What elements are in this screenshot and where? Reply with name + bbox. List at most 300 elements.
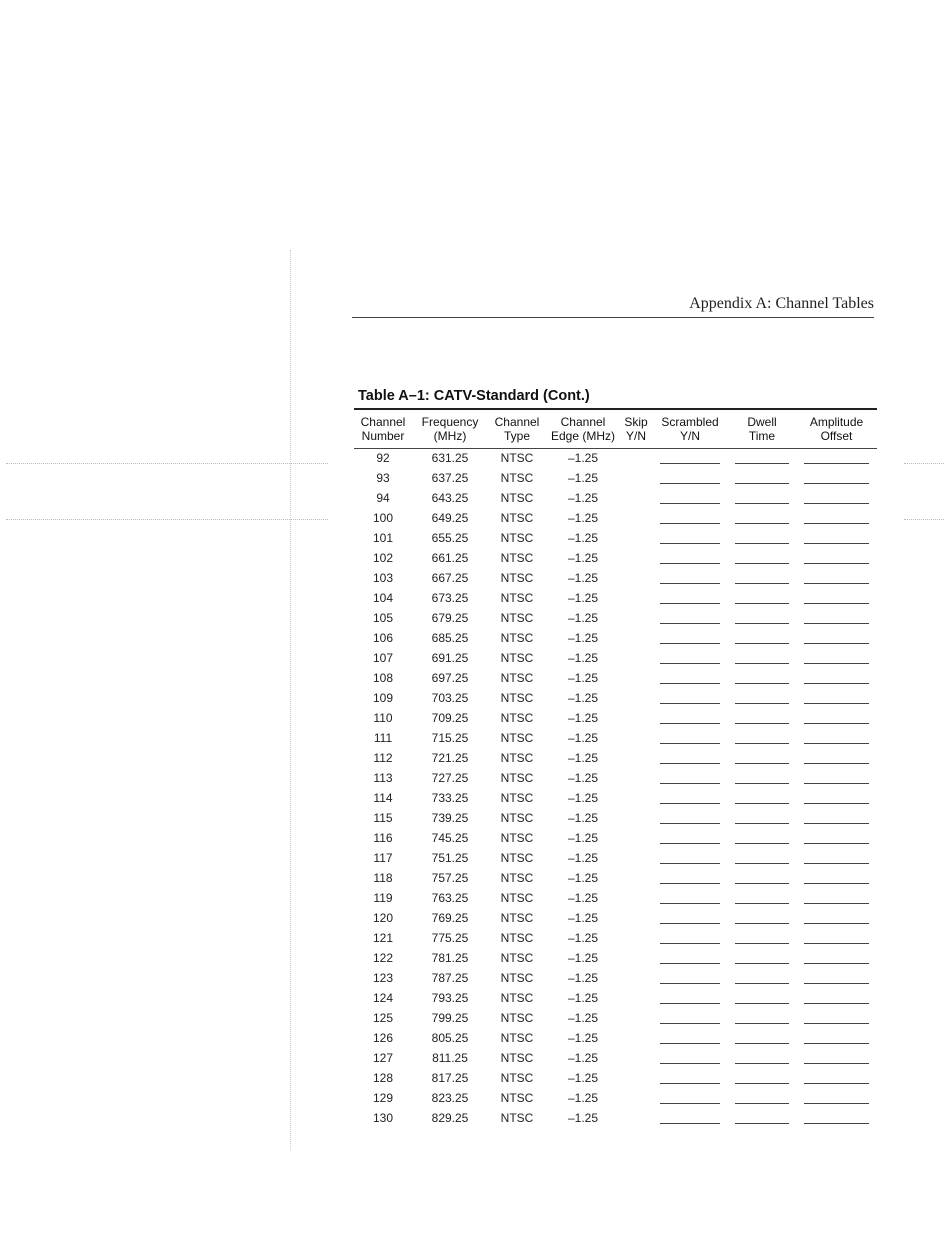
blank-amplitude-offset-cell (796, 483, 877, 489)
blank-dwell-time-line[interactable] (735, 623, 789, 624)
blank-amplitude-offset-cell (796, 783, 877, 789)
blank-amplitude-offset-line[interactable] (804, 1003, 869, 1004)
cell-channel-number: 117 (373, 851, 393, 865)
blank-scrambled-line[interactable] (660, 503, 721, 504)
cell-channel-type: NTSC (500, 1111, 534, 1125)
table-row (354, 509, 877, 529)
cell-channel-edge: –1.25 (567, 691, 599, 705)
blank-dwell-time-line[interactable] (735, 603, 789, 604)
blank-scrambled-cell (652, 523, 728, 529)
blank-dwell-time-cell (728, 963, 796, 969)
blank-amplitude-offset-line[interactable] (804, 663, 869, 664)
blank-dwell-time-line[interactable] (735, 1023, 789, 1024)
blank-amplitude-offset-line[interactable] (804, 1083, 869, 1084)
cell-channel-edge: –1.25 (567, 511, 599, 525)
blank-dwell-time-line[interactable] (735, 683, 789, 684)
cell-frequency: 739.25 (431, 811, 469, 825)
blank-scrambled-cell (652, 643, 728, 649)
blank-skip-cell (620, 1063, 652, 1069)
blank-dwell-time-line[interactable] (735, 503, 789, 504)
blank-scrambled-line[interactable] (660, 1103, 721, 1104)
blank-scrambled-line[interactable] (660, 863, 721, 864)
blank-scrambled-cell (652, 663, 728, 669)
cell-channel-number: 120 (372, 911, 394, 925)
cell-frequency: 685.25 (431, 631, 469, 645)
blank-dwell-time-line[interactable] (735, 823, 789, 824)
blank-dwell-time-cell (728, 903, 796, 909)
blank-dwell-time-cell (728, 843, 796, 849)
blank-skip-cell (620, 1123, 652, 1129)
blank-amplitude-offset-line[interactable] (804, 463, 869, 464)
blank-dwell-time-line[interactable] (735, 543, 789, 544)
blank-dwell-time-cell (728, 483, 796, 489)
blank-dwell-time-cell (728, 543, 796, 549)
table-row (354, 489, 877, 509)
blank-amplitude-offset-line[interactable] (804, 763, 869, 764)
blank-dwell-time-line[interactable] (735, 1003, 789, 1004)
blank-amplitude-offset-line[interactable] (804, 923, 869, 924)
blank-scrambled-line[interactable] (660, 903, 721, 904)
blank-scrambled-cell (652, 563, 728, 569)
table-row (354, 989, 877, 1009)
blank-amplitude-offset-line[interactable] (804, 983, 869, 984)
cell-channel-number: 119 (373, 891, 393, 905)
blank-scrambled-line[interactable] (660, 463, 721, 464)
table-row (354, 909, 877, 929)
blank-amplitude-offset-line[interactable] (804, 843, 869, 844)
blank-amplitude-offset-cell (796, 683, 877, 689)
cell-channel-edge: –1.25 (567, 971, 599, 985)
blank-amplitude-offset-cell (796, 803, 877, 809)
blank-scrambled-line[interactable] (660, 643, 721, 644)
blank-scrambled-cell (652, 923, 728, 929)
blank-skip-cell (620, 703, 652, 709)
blank-amplitude-offset-line[interactable] (804, 1103, 869, 1104)
cell-channel-edge: –1.25 (567, 711, 599, 725)
cell-channel-edge: –1.25 (567, 551, 599, 565)
cell-frequency: 787.25 (431, 971, 469, 985)
blank-dwell-time-line[interactable] (735, 883, 789, 884)
blank-amplitude-offset-line[interactable] (804, 943, 869, 944)
blank-scrambled-line[interactable] (660, 963, 721, 964)
blank-scrambled-cell (652, 1103, 728, 1109)
cell-channel-number: 118 (373, 871, 393, 885)
blank-dwell-time-line[interactable] (735, 843, 789, 844)
blank-scrambled-line[interactable] (660, 523, 721, 524)
cell-channel-type: NTSC (500, 551, 534, 565)
cell-channel-type: NTSC (500, 691, 534, 705)
blank-amplitude-offset-cell (796, 463, 877, 469)
blank-dwell-time-line[interactable] (735, 483, 789, 484)
blank-dwell-time-line[interactable] (735, 903, 789, 904)
cell-frequency: 769.25 (431, 911, 469, 925)
blank-dwell-time-line[interactable] (735, 923, 789, 924)
scan-artifact-line (6, 519, 328, 520)
blank-dwell-time-cell (728, 1063, 796, 1069)
cell-channel-edge: –1.25 (567, 871, 599, 885)
col-header-frequency: Frequency (MHz) (421, 415, 479, 443)
cell-frequency: 655.25 (431, 531, 469, 545)
blank-scrambled-line[interactable] (660, 623, 721, 624)
blank-dwell-time-line[interactable] (735, 563, 789, 564)
table-row (354, 1049, 877, 1069)
blank-amplitude-offset-cell (796, 863, 877, 869)
blank-amplitude-offset-line[interactable] (804, 803, 869, 804)
cell-channel-edge: –1.25 (567, 851, 599, 865)
cell-channel-edge: –1.25 (567, 1111, 599, 1125)
blank-scrambled-line[interactable] (660, 663, 721, 664)
cell-frequency: 817.25 (431, 1071, 469, 1085)
cell-frequency: 733.25 (431, 791, 469, 805)
cell-channel-edge: –1.25 (567, 771, 599, 785)
blank-amplitude-offset-line[interactable] (804, 1063, 869, 1064)
blank-dwell-time-cell (728, 623, 796, 629)
blank-dwell-time-line[interactable] (735, 1103, 789, 1104)
blank-skip-cell (620, 543, 652, 549)
blank-scrambled-cell (652, 743, 728, 749)
blank-skip-cell (620, 643, 652, 649)
table-title: Table A–1: CATV-Standard (Cont.) (358, 388, 590, 404)
table-row (354, 589, 877, 609)
blank-amplitude-offset-line[interactable] (804, 723, 869, 724)
table-body (354, 449, 877, 1129)
table-row (354, 449, 877, 469)
cell-channel-type: NTSC (500, 651, 534, 665)
blank-dwell-time-line[interactable] (735, 703, 789, 704)
cell-channel-number: 127 (372, 1051, 394, 1065)
blank-scrambled-line[interactable] (660, 943, 721, 944)
blank-amplitude-offset-line[interactable] (804, 523, 869, 524)
blank-skip-cell (620, 523, 652, 529)
table-header-row (354, 410, 877, 448)
blank-amplitude-offset-cell (796, 743, 877, 749)
cell-channel-edge: –1.25 (567, 611, 599, 625)
blank-dwell-time-cell (728, 643, 796, 649)
blank-skip-cell (620, 983, 652, 989)
blank-skip-cell (620, 603, 652, 609)
blank-amplitude-offset-line[interactable] (804, 1023, 869, 1024)
table-row (354, 469, 877, 489)
blank-amplitude-offset-cell (796, 763, 877, 769)
blank-amplitude-offset-line[interactable] (804, 703, 869, 704)
blank-amplitude-offset-line[interactable] (804, 1123, 869, 1124)
blank-amplitude-offset-line[interactable] (804, 823, 869, 824)
cell-channel-number: 93 (376, 471, 390, 485)
cell-channel-type: NTSC (500, 711, 534, 725)
blank-amplitude-offset-line[interactable] (804, 743, 869, 744)
blank-scrambled-cell (652, 823, 728, 829)
blank-dwell-time-cell (728, 1043, 796, 1049)
blank-scrambled-line[interactable] (660, 583, 721, 584)
cell-channel-number: 124 (372, 991, 394, 1005)
blank-dwell-time-cell (728, 603, 796, 609)
cell-channel-type: NTSC (500, 891, 534, 905)
blank-dwell-time-line[interactable] (735, 1043, 789, 1044)
blank-amplitude-offset-line[interactable] (804, 603, 869, 604)
blank-scrambled-line[interactable] (660, 703, 721, 704)
table-row (354, 1109, 877, 1129)
blank-dwell-time-cell (728, 463, 796, 469)
table-row (354, 809, 877, 829)
cell-channel-number: 115 (373, 811, 393, 825)
blank-scrambled-line[interactable] (660, 983, 721, 984)
table-row (354, 829, 877, 849)
table-row (354, 1009, 877, 1029)
blank-scrambled-line[interactable] (660, 1043, 721, 1044)
cell-channel-number: 126 (372, 1031, 394, 1045)
cell-channel-edge: –1.25 (567, 451, 599, 465)
blank-scrambled-cell (652, 1023, 728, 1029)
table-row (354, 1069, 877, 1089)
blank-skip-cell (620, 683, 652, 689)
cell-channel-number: 130 (372, 1111, 394, 1125)
blank-amplitude-offset-cell (796, 543, 877, 549)
blank-dwell-time-line[interactable] (735, 763, 789, 764)
blank-skip-cell (620, 883, 652, 889)
blank-scrambled-line[interactable] (660, 783, 721, 784)
cell-channel-type: NTSC (500, 571, 534, 585)
cell-channel-edge: –1.25 (567, 911, 599, 925)
blank-skip-cell (620, 623, 652, 629)
table-row (354, 609, 877, 629)
blank-scrambled-cell (652, 723, 728, 729)
cell-channel-edge: –1.25 (567, 1091, 599, 1105)
scan-artifact-line (904, 519, 944, 520)
blank-dwell-time-cell (728, 1023, 796, 1029)
blank-scrambled-line[interactable] (660, 883, 721, 884)
blank-amplitude-offset-cell (796, 843, 877, 849)
blank-scrambled-line[interactable] (660, 743, 721, 744)
blank-amplitude-offset-line[interactable] (804, 903, 869, 904)
blank-amplitude-offset-line[interactable] (804, 683, 869, 684)
blank-amplitude-offset-cell (796, 1003, 877, 1009)
cell-frequency: 799.25 (431, 1011, 469, 1025)
cell-channel-number: 125 (372, 1011, 394, 1025)
blank-scrambled-line[interactable] (660, 723, 721, 724)
cell-channel-type: NTSC (500, 1011, 534, 1025)
blank-amplitude-offset-cell (796, 663, 877, 669)
blank-scrambled-line[interactable] (660, 843, 721, 844)
blank-amplitude-offset-line[interactable] (804, 783, 869, 784)
blank-dwell-time-line[interactable] (735, 943, 789, 944)
cell-channel-type: NTSC (500, 911, 534, 925)
table-row (354, 969, 877, 989)
blank-amplitude-offset-cell (796, 1063, 877, 1069)
blank-dwell-time-cell (728, 823, 796, 829)
blank-scrambled-line[interactable] (660, 763, 721, 764)
scan-artifact-line (6, 463, 328, 464)
cell-frequency: 793.25 (431, 991, 469, 1005)
blank-dwell-time-line[interactable] (735, 523, 789, 524)
cell-frequency: 811.25 (432, 1051, 468, 1065)
table-row (354, 709, 877, 729)
blank-skip-cell (620, 923, 652, 929)
blank-skip-cell (620, 1003, 652, 1009)
blank-dwell-time-line[interactable] (735, 983, 789, 984)
cell-channel-edge: –1.25 (567, 751, 599, 765)
cell-channel-number: 121 (372, 931, 394, 945)
cell-channel-type: NTSC (500, 871, 534, 885)
blank-amplitude-offset-line[interactable] (804, 543, 869, 544)
table-row (354, 849, 877, 869)
cell-channel-type: NTSC (500, 511, 534, 525)
cell-channel-type: NTSC (500, 951, 534, 965)
blank-scrambled-cell (652, 843, 728, 849)
cell-channel-edge: –1.25 (567, 471, 599, 485)
cell-channel-number: 128 (372, 1071, 394, 1085)
blank-dwell-time-cell (728, 803, 796, 809)
blank-skip-cell (620, 483, 652, 489)
table-row (354, 949, 877, 969)
blank-amplitude-offset-line[interactable] (804, 643, 869, 644)
cell-channel-number: 105 (372, 611, 394, 625)
header-rule (352, 317, 874, 318)
blank-dwell-time-line[interactable] (735, 643, 789, 644)
blank-skip-cell (620, 723, 652, 729)
blank-scrambled-line[interactable] (660, 923, 721, 924)
blank-scrambled-line[interactable] (660, 1003, 721, 1004)
blank-skip-cell (620, 843, 652, 849)
cell-channel-edge: –1.25 (567, 931, 599, 945)
blank-dwell-time-line[interactable] (735, 1123, 789, 1124)
cell-frequency: 697.25 (431, 671, 469, 685)
blank-dwell-time-line[interactable] (735, 963, 789, 964)
table-row (354, 1089, 877, 1109)
blank-scrambled-cell (652, 903, 728, 909)
cell-channel-edge: –1.25 (567, 571, 599, 585)
cell-channel-type: NTSC (500, 771, 534, 785)
blank-scrambled-line[interactable] (660, 1023, 721, 1024)
blank-skip-cell (620, 663, 652, 669)
blank-skip-cell (620, 1023, 652, 1029)
cell-channel-type: NTSC (500, 931, 534, 945)
blank-amplitude-offset-line[interactable] (804, 1043, 869, 1044)
blank-scrambled-cell (652, 683, 728, 689)
blank-amplitude-offset-line[interactable] (804, 563, 869, 564)
blank-amplitude-offset-line[interactable] (804, 503, 869, 504)
cell-frequency: 679.25 (431, 611, 469, 625)
blank-scrambled-line[interactable] (660, 563, 721, 564)
blank-amplitude-offset-line[interactable] (804, 483, 869, 484)
blank-amplitude-offset-cell (796, 903, 877, 909)
cell-frequency: 763.25 (431, 891, 469, 905)
cell-channel-edge: –1.25 (567, 951, 599, 965)
cell-channel-number: 111 (373, 731, 393, 745)
blank-scrambled-cell (652, 983, 728, 989)
cell-channel-edge: –1.25 (567, 791, 599, 805)
blank-amplitude-offset-cell (796, 643, 877, 649)
blank-dwell-time-line[interactable] (735, 463, 789, 464)
blank-scrambled-line[interactable] (660, 683, 721, 684)
blank-scrambled-line[interactable] (660, 603, 721, 604)
blank-scrambled-line[interactable] (660, 1123, 721, 1124)
cell-frequency: 649.25 (431, 511, 469, 525)
blank-skip-cell (620, 503, 652, 509)
cell-channel-number: 113 (373, 771, 393, 785)
table-row (354, 889, 877, 909)
blank-amplitude-offset-line[interactable] (804, 623, 869, 624)
blank-amplitude-offset-cell (796, 1103, 877, 1109)
cell-channel-number: 100 (372, 511, 394, 525)
blank-scrambled-line[interactable] (660, 823, 721, 824)
cell-channel-type: NTSC (500, 1071, 534, 1085)
cell-frequency: 727.25 (431, 771, 469, 785)
cell-frequency: 631.25 (431, 451, 469, 465)
cell-channel-number: 116 (373, 831, 393, 845)
cell-channel-edge: –1.25 (567, 1031, 599, 1045)
blank-dwell-time-cell (728, 663, 796, 669)
cell-frequency: 757.25 (431, 871, 469, 885)
blank-dwell-time-line[interactable] (735, 663, 789, 664)
blank-amplitude-offset-cell (796, 883, 877, 889)
col-header-channel-edge: Channel Edge (MHz) (550, 415, 615, 443)
table-row (354, 789, 877, 809)
cell-frequency: 661.25 (431, 551, 469, 565)
blank-skip-cell (620, 783, 652, 789)
blank-amplitude-offset-cell (796, 603, 877, 609)
blank-scrambled-line[interactable] (660, 1063, 721, 1064)
blank-skip-cell (620, 963, 652, 969)
blank-skip-cell (620, 863, 652, 869)
blank-scrambled-cell (652, 883, 728, 889)
blank-dwell-time-line[interactable] (735, 743, 789, 744)
blank-amplitude-offset-line[interactable] (804, 963, 869, 964)
cell-channel-edge: –1.25 (567, 531, 599, 545)
blank-amplitude-offset-line[interactable] (804, 883, 869, 884)
blank-amplitude-offset-line[interactable] (804, 583, 869, 584)
blank-dwell-time-line[interactable] (735, 1083, 789, 1084)
table-row (354, 649, 877, 669)
blank-amplitude-offset-cell (796, 583, 877, 589)
cell-frequency: 673.25 (431, 591, 469, 605)
blank-amplitude-offset-cell (796, 823, 877, 829)
blank-scrambled-cell (652, 1063, 728, 1069)
blank-dwell-time-line[interactable] (735, 863, 789, 864)
blank-dwell-time-line[interactable] (735, 803, 789, 804)
cell-channel-number: 103 (372, 571, 394, 585)
cell-channel-edge: –1.25 (567, 891, 599, 905)
blank-scrambled-line[interactable] (660, 803, 721, 804)
blank-dwell-time-line[interactable] (735, 783, 789, 784)
blank-dwell-time-cell (728, 723, 796, 729)
cell-channel-type: NTSC (500, 451, 534, 465)
blank-amplitude-offset-line[interactable] (804, 863, 869, 864)
blank-scrambled-line[interactable] (660, 483, 721, 484)
blank-amplitude-offset-cell (796, 943, 877, 949)
cell-frequency: 667.25 (431, 571, 469, 585)
blank-skip-cell (620, 1043, 652, 1049)
blank-amplitude-offset-cell (796, 703, 877, 709)
blank-skip-cell (620, 463, 652, 469)
table-row (354, 769, 877, 789)
cell-frequency: 805.25 (431, 1031, 469, 1045)
blank-dwell-time-cell (728, 523, 796, 529)
col-header-channel-number: Channel Number (360, 415, 406, 443)
blank-dwell-time-line[interactable] (735, 723, 789, 724)
cell-frequency: 691.25 (431, 651, 469, 665)
cell-frequency: 643.25 (431, 491, 469, 505)
blank-amplitude-offset-cell (796, 983, 877, 989)
blank-dwell-time-line[interactable] (735, 583, 789, 584)
blank-scrambled-line[interactable] (660, 1083, 721, 1084)
cell-channel-type: NTSC (500, 471, 534, 485)
blank-scrambled-cell (652, 1003, 728, 1009)
blank-amplitude-offset-cell (796, 1043, 877, 1049)
blank-dwell-time-line[interactable] (735, 1063, 789, 1064)
cell-channel-type: NTSC (500, 611, 534, 625)
cell-channel-type: NTSC (500, 751, 534, 765)
blank-scrambled-line[interactable] (660, 543, 721, 544)
